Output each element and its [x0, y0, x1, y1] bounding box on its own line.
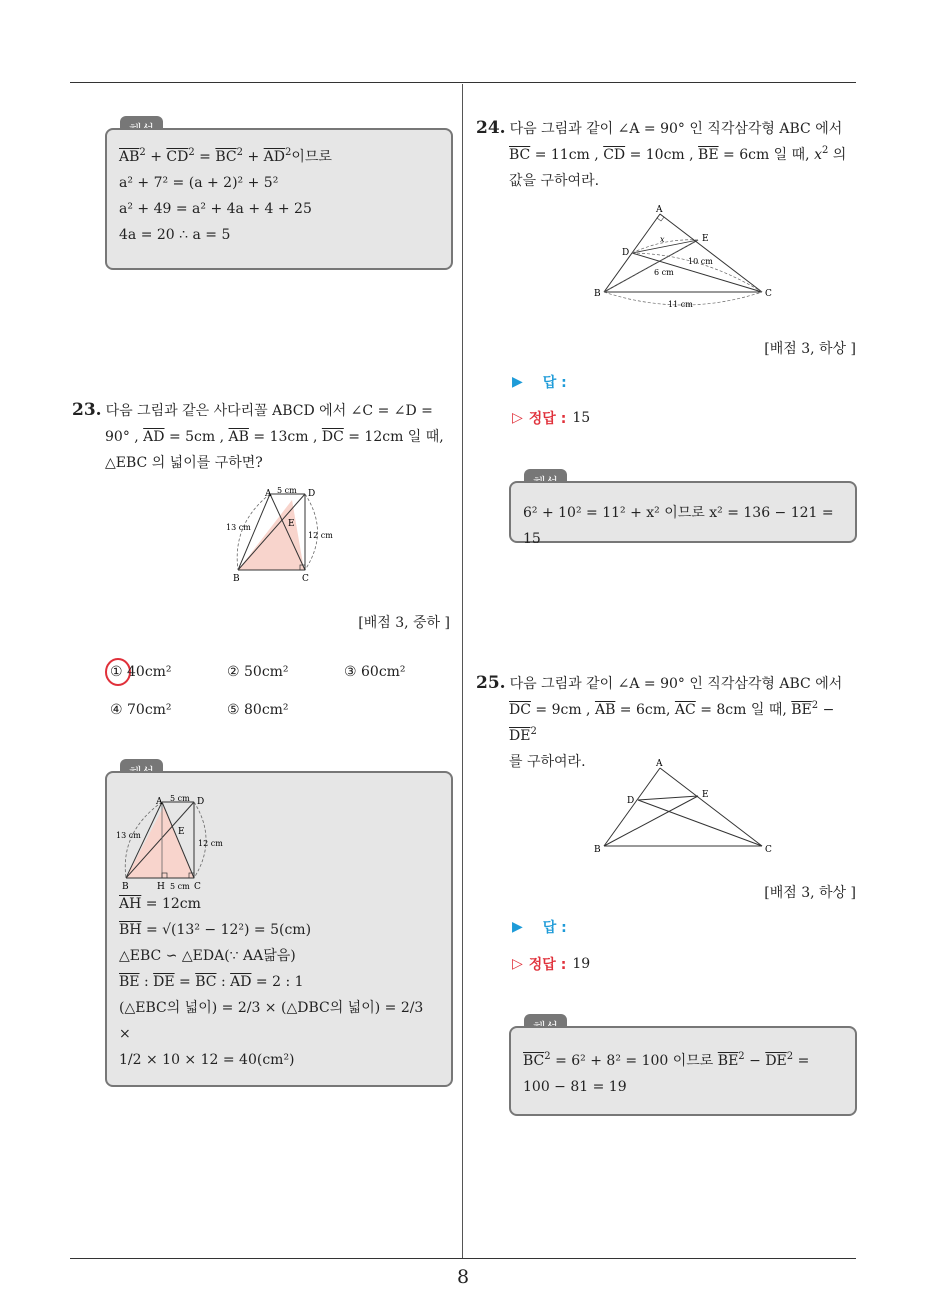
sol23-label-b: B	[122, 882, 129, 892]
q25-meta: [배점 3, 하상 ]	[764, 885, 856, 901]
sol23-line2: $\overline{BH} = √(13^2 - 12^2) = 5(cm)$	[119, 922, 312, 938]
question-number: 23.	[72, 400, 102, 420]
q25-label-b: B	[594, 845, 601, 855]
sol23-line1: $\overline{AH} = 12cm$	[119, 896, 201, 912]
sol23-line5: (△EBC의 넓이) = 2/3 × (△DBC의 넓이) = 2/3 ×	[119, 1000, 424, 1042]
play-icon: ▶	[512, 919, 523, 935]
question-number: 24.	[476, 118, 506, 138]
q23-label-a: A	[265, 489, 272, 499]
sol23-label-c: C	[194, 882, 201, 892]
sol23-line4: $\overline{BE}$ : $\overline{DE} = \overline{BC}$ : $\overline{AD} = 2$ : 1	[119, 974, 304, 990]
q24-answer-row	[512, 372, 567, 392]
q23-label-d: D	[308, 489, 316, 499]
q25-figure	[590, 754, 780, 858]
q23-choice-5[interactable]: ⑤ 80cm²	[227, 702, 289, 718]
q24-label-x: x	[660, 235, 665, 244]
q23-meta: [배점 3, 중하 ]	[358, 615, 450, 631]
q24-label-b: B	[594, 289, 601, 299]
outline-triangle-icon: ▷	[512, 956, 523, 972]
q24-label-c: C	[765, 289, 772, 299]
sol23-line3: △EBC ∽ △EDA(∵ AA닮음)	[119, 948, 296, 964]
sol23-label-dc: 12 cm	[198, 839, 223, 848]
question-25: 25. 다음 그림과 같이 ∠A = 90° 인 직각삼각형 ABC 에서 $\overline{DC} = 9cm$ , $\overline{AB} = 6cm$, $\overline{AC} = 8cm$ 일 때, $\overline{BE}^2 - \overline{DE}^2$ 를 구하여라.	[476, 673, 843, 770]
sol23-line6: 1/2 × 10 × 12 = 40(cm²)	[119, 1052, 295, 1068]
q24-correct-label: 정답 :	[528, 411, 567, 427]
sol23-label-hc: 5 cm	[170, 882, 190, 891]
question-23: 23. 다음 그림과 같은 사다리꼴 ABCD 에서 ∠C = ∠D = 90° , $\overline{AD} = 5cm$ , $\overline{AB} = 13cm$ , $\overline{DC} = 12cm$ 일 때, △EBC 의 넓이를 구하면?	[72, 400, 444, 471]
q25-label-a: A	[656, 759, 663, 769]
sol23-label-d: D	[197, 797, 205, 807]
sol22-line4: 4a = 20 ∴ a = 5	[119, 227, 231, 243]
column-divider	[462, 84, 463, 1258]
q25-correct-label: 정답 :	[528, 957, 567, 973]
q23-choice-3[interactable]: ③ 60cm²	[344, 664, 406, 680]
q23-choice-4[interactable]: ④ 70cm²	[110, 702, 172, 718]
q24-figure	[590, 200, 780, 312]
outline-triangle-icon: ▷	[512, 410, 523, 426]
sol22-line2: a² + 7² = (a + 2)² + 5²	[119, 175, 279, 191]
solution-box-22	[105, 128, 453, 270]
sol25-line2: 100 − 81 = 19	[523, 1079, 627, 1095]
q24-meta: [배점 3, 하상 ]	[764, 341, 856, 357]
sol23-label-a: A	[156, 797, 163, 807]
q24-label-de: 10 cm	[688, 257, 713, 266]
q23-label-ad: 5 cm	[277, 486, 297, 495]
q24-answer-label: 답 :	[542, 375, 567, 391]
sol22-line1: $\overline{AB}^2 + \overline{CD}^2 = \overline{BC}^2 + \overline{AD}^2$이므로	[119, 147, 332, 165]
sol22-line3: a² + 49 = a² + 4a + 4 + 25	[119, 201, 312, 217]
q24-label-d: D	[622, 248, 630, 258]
q23-label-c: C	[302, 574, 309, 584]
sol23-label-ab: 13 cm	[116, 831, 141, 840]
solution-box-25	[509, 1026, 857, 1116]
bottom-rule	[70, 1258, 856, 1259]
sol25-line1: $\overline{BC}^2 = 6^2 + 8^2 = 100$ 이므로 $\overline{BE}^2 - \overline{DE}^2$ =	[523, 1051, 810, 1069]
q24-label-e: E	[702, 234, 709, 244]
q24-label-bc: 11 cm	[668, 300, 693, 309]
play-icon: ▶	[512, 374, 523, 390]
q24-label-be: 6 cm	[654, 268, 674, 277]
top-rule	[70, 82, 856, 83]
q25-correct-value: 19	[572, 956, 591, 972]
q25-answer-row	[512, 917, 567, 937]
q23-figure	[222, 484, 342, 588]
solution-box-24	[509, 481, 857, 547]
question-number: 25.	[476, 673, 506, 693]
sol23-label-h: H	[157, 882, 165, 892]
q25-label-d: D	[627, 796, 635, 806]
q25-label-e: E	[702, 790, 709, 800]
sol23-label-ad: 5 cm	[170, 794, 190, 803]
q24-label-a: A	[656, 205, 663, 215]
q25-answer-label: 답 :	[542, 920, 567, 936]
page-number: 8	[456, 1266, 470, 1288]
sol23-label-e: E	[178, 827, 185, 837]
q23-label-e: E	[288, 519, 295, 529]
sol23-figure	[114, 792, 234, 896]
q23-choice-1[interactable]: ① 40cm²	[110, 664, 172, 680]
q23-label-b: B	[233, 574, 240, 584]
q25-correct-row	[512, 954, 590, 974]
q25-label-c: C	[765, 845, 772, 855]
q23-label-ab: 13 cm	[226, 523, 251, 532]
q23-label-dc: 12 cm	[308, 531, 333, 540]
sol24-line1: 6² + 10² = 11² + x² 이므로 x² = 136 − 121 = 15	[523, 505, 834, 547]
q24-correct-row	[512, 408, 590, 428]
q24-correct-value: 15	[572, 410, 591, 426]
question-24: 24. 다음 그림과 같이 ∠A = 90° 인 직각삼각형 ABC 에서 $\overline{BC} = 11cm$ , $\overline{CD} = 10cm$ , $\overline{BE} = 6cm$ 일 때, $x^2$ 의 값을 구하여라.	[476, 118, 847, 189]
q23-choice-2[interactable]: ② 50cm²	[227, 664, 289, 680]
